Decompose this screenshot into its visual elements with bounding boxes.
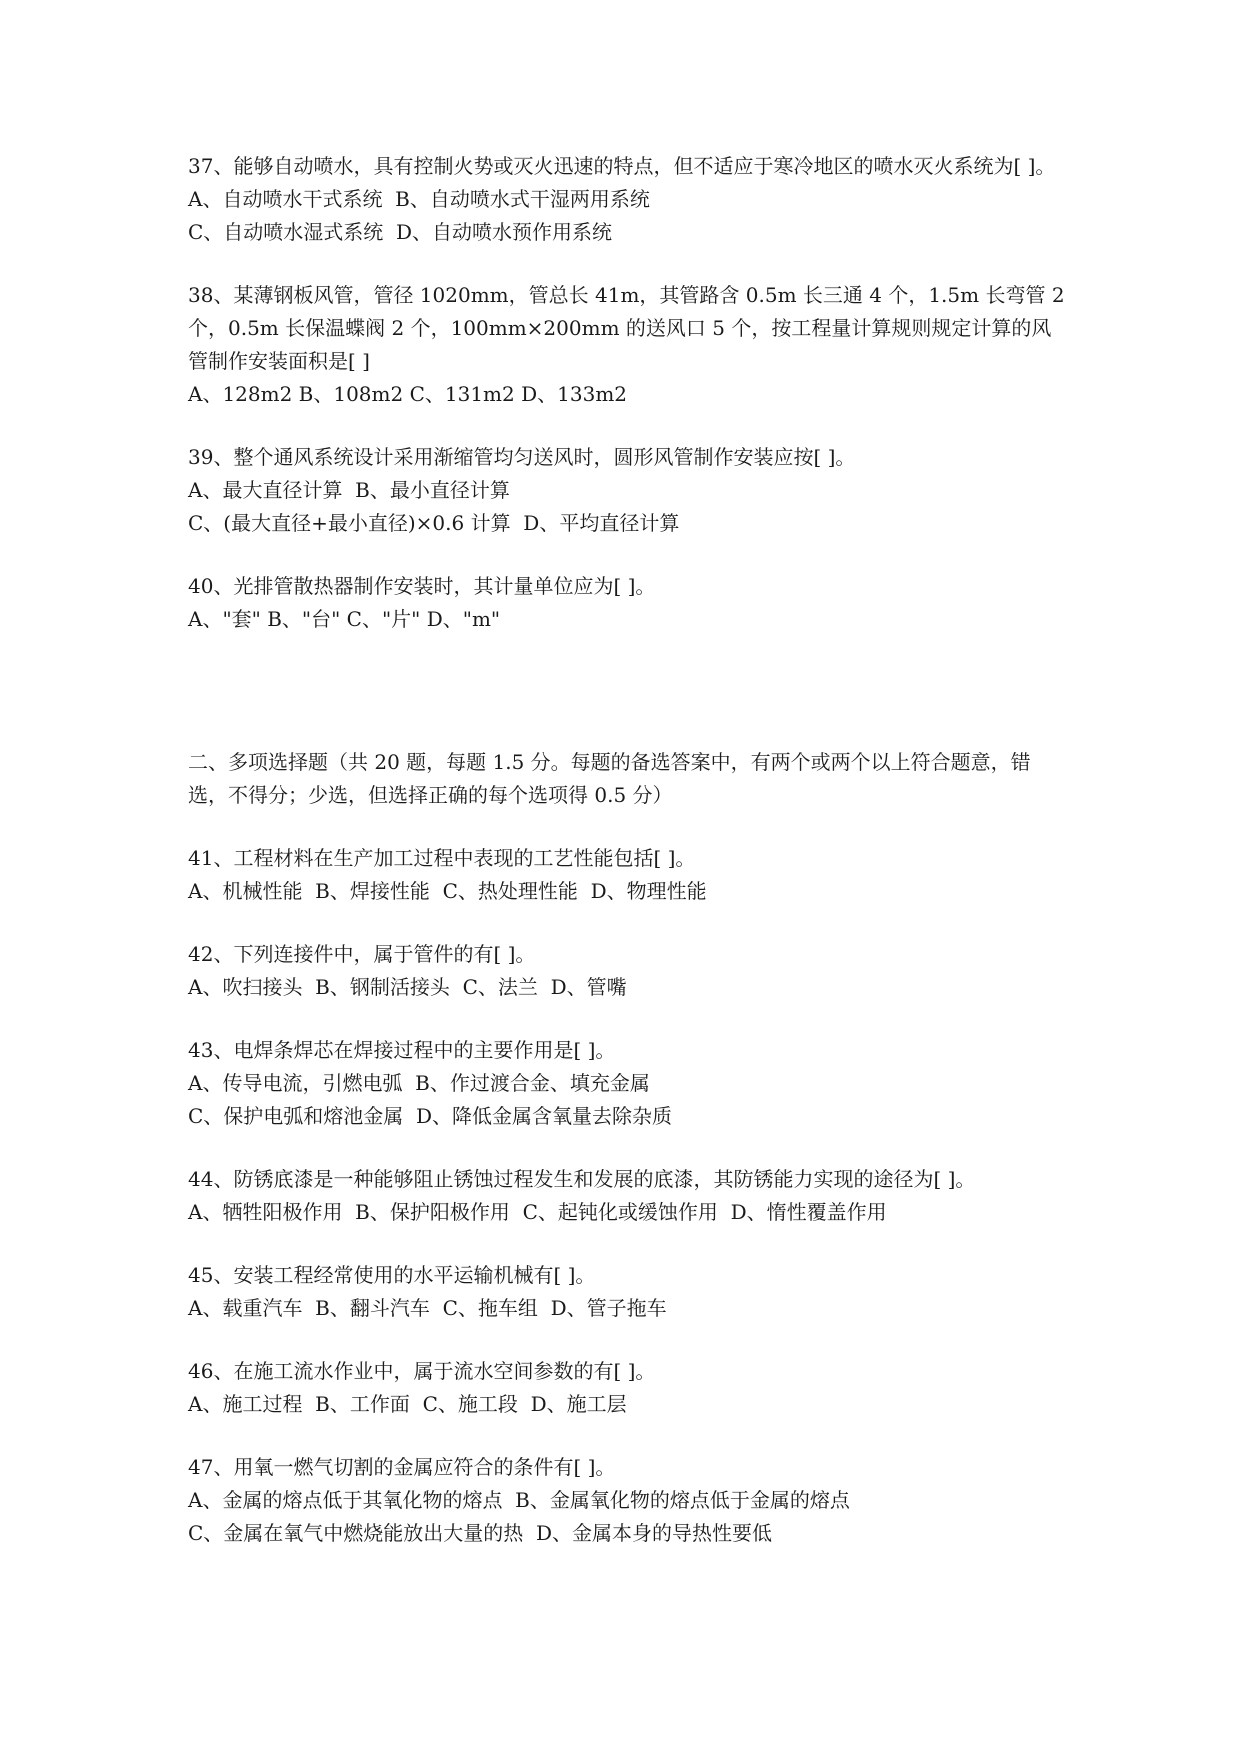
section-header xyxy=(188,746,1068,812)
question-options: C、保护电弧和熔池金属 D、降低金属含氧量去除杂质 xyxy=(188,1104,673,1128)
question-46 xyxy=(188,1355,1068,1421)
question-options: A、机械性能 B、焊接性能 C、热处理性能 D、物理性能 xyxy=(188,879,707,903)
question-options: C、(最大直径+最小直径)×0.6 计算 D、平均直径计算 xyxy=(188,511,680,535)
section-title: 二、多项选择题（共 20 题，每题 1.5 分。每题的备选答案中，有两个或两个以上符合题意，错选，不得分；少选，但选择正确的每个选项得 0.5 分） xyxy=(188,750,1031,807)
question-40 xyxy=(188,570,1068,636)
document-page xyxy=(188,150,1071,1580)
question-stem: 47、用氧一燃气切割的金属应符合的条件有[ ]。 xyxy=(188,1455,616,1479)
question-options: A、施工过程 B、工作面 C、施工段 D、施工层 xyxy=(188,1392,627,1416)
question-stem: 42、下列连接件中，属于管件的有[ ]。 xyxy=(188,942,536,966)
question-47 xyxy=(188,1451,1068,1550)
question-42 xyxy=(188,938,1068,1004)
question-stem: 46、在施工流水作业中，属于流水空间参数的有[ ]。 xyxy=(188,1359,656,1383)
question-options: A、牺牲阳极作用 B、保护阳极作用 C、起钝化或缓蚀作用 D、惰性覆盖作用 xyxy=(188,1200,887,1224)
question-options: A、自动喷水干式系统 B、自动喷水式干湿两用系统 xyxy=(188,187,650,211)
question-37 xyxy=(188,150,1068,249)
question-options: A、金属的熔点低于其氧化物的熔点 B、金属氧化物的熔点低于金属的熔点 xyxy=(188,1488,850,1512)
question-options: A、传导电流，引燃电弧 B、作过渡合金、填充金属 xyxy=(188,1071,650,1095)
question-options: A、载重汽车 B、翻斗汽车 C、拖车组 D、管子拖车 xyxy=(188,1296,667,1320)
section-spacer xyxy=(188,666,1068,746)
question-41 xyxy=(188,842,1068,908)
question-stem: 45、安装工程经常使用的水平运输机械有[ ]。 xyxy=(188,1263,596,1287)
question-stem: 38、某薄钢板风管，管径 1020mm，管总长 41m，其管路含 0.5m 长三通 4 个，1.5m 长弯管 2 个，0.5m 长保温蝶阀 2 个，100mm×200mm 的送风口 5 个，按工程量计算规则规定计算的风管制作安装面积是[ ] xyxy=(188,283,1071,373)
question-43 xyxy=(188,1034,1068,1133)
question-options: C、自动喷水湿式系统 D、自动喷水预作用系统 xyxy=(188,220,613,244)
question-39 xyxy=(188,441,1068,540)
question-stem: 40、光排管散热器制作安装时，其计量单位应为[ ]。 xyxy=(188,574,656,598)
question-options: A、128m2 B、108m2 C、131m2 D、133m2 xyxy=(188,382,628,406)
question-options: A、最大直径计算 B、最小直径计算 xyxy=(188,478,510,502)
question-options: C、金属在氧气中燃烧能放出大量的热 D、金属本身的导热性要低 xyxy=(188,1521,773,1545)
question-45 xyxy=(188,1259,1068,1325)
question-stem: 43、电焊条焊芯在焊接过程中的主要作用是[ ]。 xyxy=(188,1038,616,1062)
question-38 xyxy=(188,279,1071,411)
question-options: A、"套" B、"台" C、"片" D、"m" xyxy=(188,607,501,631)
question-options: A、吹扫接头 B、钢制活接头 C、法兰 D、管嘴 xyxy=(188,975,627,999)
question-stem: 44、防锈底漆是一种能够阻止锈蚀过程发生和发展的底漆，其防锈能力实现的途径为[ ]。 xyxy=(188,1167,976,1191)
question-stem: 39、整个通风系统设计采用渐缩管均匀送风时，圆形风管制作安装应按[ ]。 xyxy=(188,445,856,469)
question-stem: 37、能够自动喷水，具有控制火势或灭火迅速的特点，但不适应于寒冷地区的喷水灭火系统为[ ]。 xyxy=(188,154,1056,178)
question-stem: 41、工程材料在生产加工过程中表现的工艺性能包括[ ]。 xyxy=(188,846,696,870)
question-44 xyxy=(188,1163,1068,1229)
